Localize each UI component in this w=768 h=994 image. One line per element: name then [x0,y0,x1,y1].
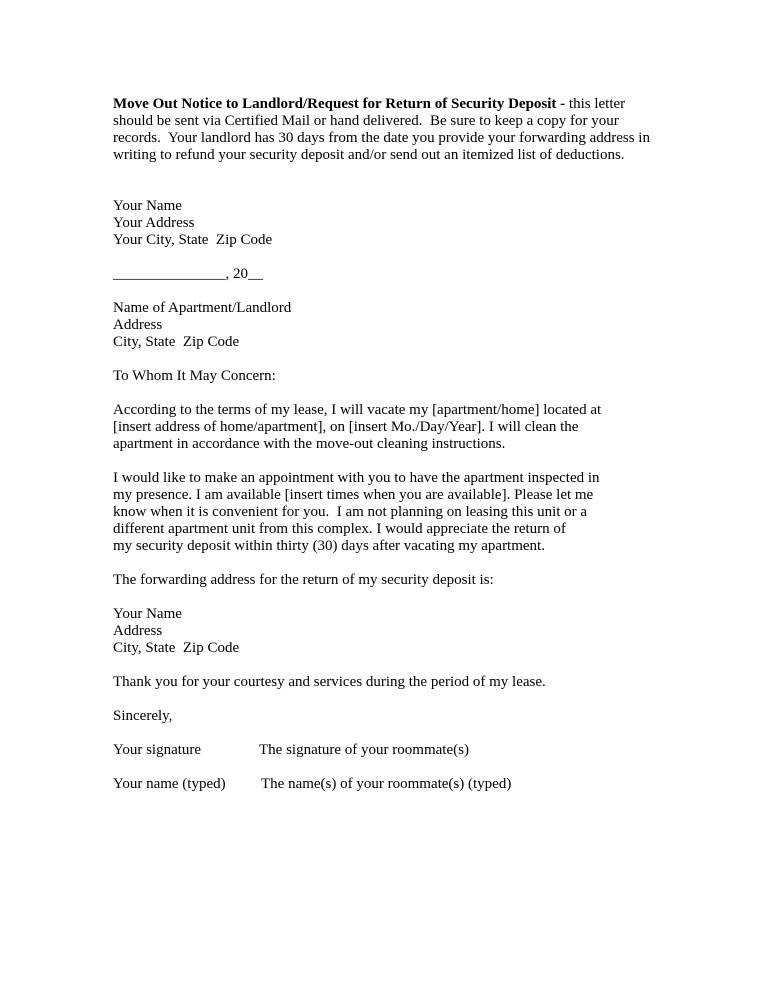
roommate-name-label: The name(s) of your roommate(s) (typed) [261,776,512,792]
signature-row [113,742,673,759]
salutation: To Whom It May Concern: [113,368,276,384]
thanks-line: Thank you for your courtesy and services during the period of my lease. [113,674,546,690]
inspection-paragraph [113,470,673,555]
letter-document [113,96,673,793]
intro-paragraph [113,96,673,164]
vacate-paragraph [113,402,673,453]
paragraph-line: According to the terms of my lease, I will vacate my [apartment/home] located at [113,402,602,418]
paragraph-line: [insert address of home/apartment], on [insert Mo./Day/Year]. I will clean the [113,419,579,435]
forwarding-name: Your Name [113,606,182,622]
sender-name: Your Name [113,198,182,214]
forwarding-city: City, State Zip Code [113,640,240,656]
paragraph-line: I would like to make an appointment with you to have the apartment inspected in [113,470,600,486]
sender-address: Your Address [113,215,195,231]
intro-line: records. Your landlord has 30 days from the date you provide your forwarding address in [113,130,650,146]
letter-heading: Move Out Notice to Landlord/Request for Return of Security Deposit - [113,96,566,112]
paragraph-line: different apartment unit from this complex. I would appreciate the return of [113,521,566,537]
your-name-label: Your name (typed) [113,776,226,792]
intro-line: writing to refund your security deposit and/or send out an itemized list of deductions. [113,147,625,163]
paragraph-line: apartment in accordance with the move-out cleaning instructions. [113,436,506,452]
recipient-address: Address [113,317,163,333]
paragraph-line: my presence. I am available [insert times when you are available]. Please let me [113,487,594,503]
recipient-address-block [113,300,673,351]
intro-lead-text: this letter [565,96,626,112]
your-signature-label: Your signature [113,742,202,758]
paragraph-line: my security deposit within thirty (30) days after vacating my apartment. [113,538,545,554]
recipient-name: Name of Apartment/Landlord [113,300,292,316]
intro-line: should be sent via Certified Mail or hand delivered. Be sure to keep a copy for your [113,113,619,129]
forwarding-intro: The forwarding address for the return of my security deposit is: [113,572,494,588]
forwarding-address-block [113,606,673,657]
forwarding-address: Address [113,623,163,639]
paragraph-line: know when it is convenient for you. I am not planning on leasing this unit or a [113,504,588,520]
roommate-signature-label: The signature of your roommate(s) [259,742,469,758]
recipient-city: City, State Zip Code [113,334,240,350]
sender-address-block [113,198,673,249]
closing: Sincerely, [113,708,173,724]
date-line: _______________, 20__ [113,266,263,282]
typed-name-row [113,776,673,793]
sender-city: Your City, State Zip Code [113,232,273,248]
